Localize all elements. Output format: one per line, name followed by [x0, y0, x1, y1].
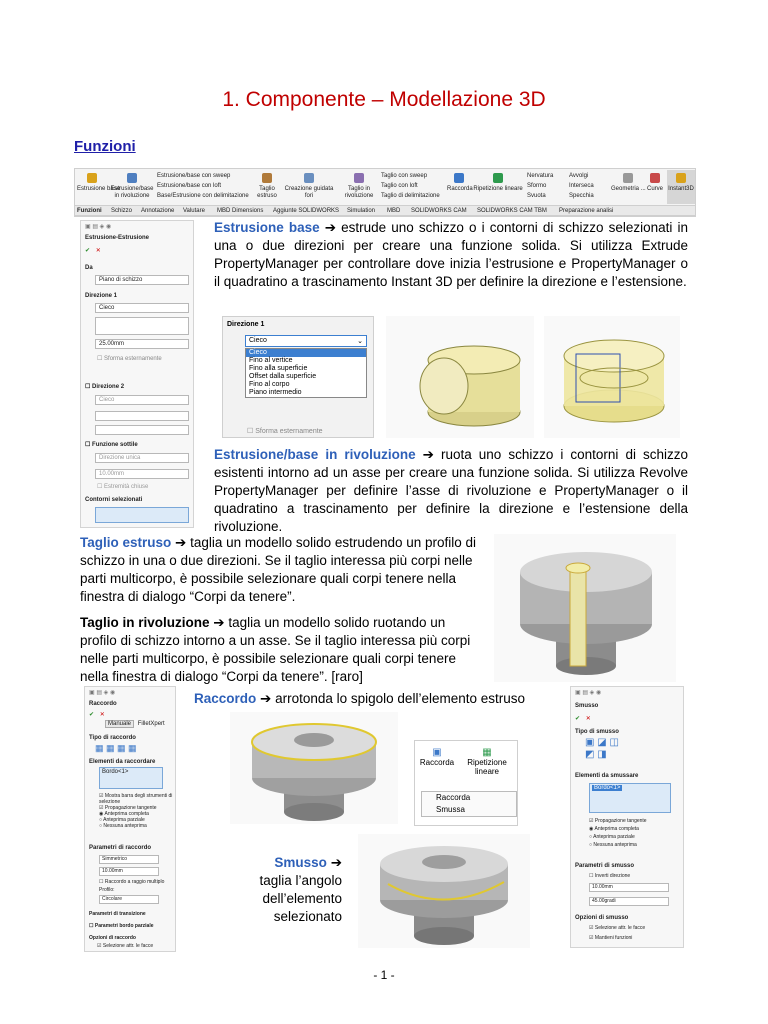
option-mid-plane[interactable]: Piano intermedio	[249, 389, 302, 396]
partial-edge-params[interactable]: ☐ Parametri bordo parziale	[89, 923, 154, 929]
chamfer-type-icons[interactable]: ▣ ◪ ◫ ◩ ◨	[585, 737, 619, 760]
profile-label: Profilo:	[99, 887, 115, 893]
direction1-select[interactable]: Cieco	[95, 303, 189, 313]
menu-item-raccorda[interactable]: Raccorda	[436, 793, 471, 802]
chamfer-angle-input[interactable]: 45.00gradi	[589, 897, 669, 906]
direction-dropdown-panel	[222, 316, 374, 438]
pm-toolbar-icons: ▣ ▤ ◈ ◉	[85, 224, 112, 230]
swept-cut-button[interactable]: Taglio con sweep	[381, 173, 428, 179]
from-select[interactable]: Piano di schizzo	[95, 275, 189, 285]
revolve-icon	[127, 173, 137, 183]
direction2-depth[interactable]	[95, 411, 189, 421]
multi-radius-checkbox[interactable]: ☐ Raccordo a raggio multiplo	[99, 879, 165, 885]
extruded-cut-description: Taglio estruso ➔ taglia un modello solido estrudendo un profilo di schizzo in una o due direzioni. Se il taglio interessa più corpi nelle parti multicorpo, è possibile selezionare quali corpi tenere nella finestra di dialogo “Corpi da tenere”.	[80, 535, 477, 604]
thin-direction-select[interactable]: Direzione unica	[95, 453, 189, 463]
chamfer-params-label: Parametri di smusso	[575, 863, 635, 869]
fillet-params-label: Parametri di raccordo	[89, 845, 152, 851]
pm-toolbar-icons: ▣ ▤ ◈ ◉	[575, 690, 602, 696]
ok-icon[interactable]: ✔	[85, 248, 91, 254]
chamfer-title: Smusso	[575, 703, 599, 709]
extrude-stepped-image	[544, 316, 680, 438]
extrude-property-manager	[80, 220, 194, 528]
tab-mbd-dimensions[interactable]: MBD Dimensions	[217, 208, 264, 214]
ribbon-tabs	[74, 205, 696, 216]
direction2-label[interactable]: ☐ Direzione 2	[85, 384, 125, 390]
dropdown-draft-checkbox[interactable]: ☐ Sforma esternamente	[247, 428, 323, 435]
fillet-method-select[interactable]: Simmetrico	[99, 855, 159, 864]
fillet-icon: ▣	[432, 747, 442, 758]
option-up-to-body[interactable]: Fino al corpo	[249, 381, 290, 388]
tab-manual[interactable]: Manuale	[105, 720, 134, 728]
intersect-button[interactable]: Interseca	[569, 183, 594, 189]
tab-simulation[interactable]: Simulation	[347, 208, 376, 214]
tangent-propagation-checkbox[interactable]: ☑ Propagazione tangente	[99, 805, 157, 811]
contours-selection-box[interactable]	[95, 507, 189, 523]
chamfer-tangent-checkbox[interactable]: ☑ Propagazione tangente	[589, 818, 647, 824]
chamfer-distance-input[interactable]: 10.00mm	[589, 883, 669, 892]
extrude-cylinder-image	[386, 316, 534, 438]
reference-geometry-button[interactable]: Geometria ...	[611, 173, 645, 193]
instant3d-button[interactable]: Instant3D	[667, 170, 695, 204]
revolve-term: Estrusione/base in rivoluzione	[214, 447, 416, 462]
mirror-button[interactable]: Specchia	[569, 193, 594, 199]
curves-icon	[650, 173, 660, 183]
page-number: - 1 -	[373, 968, 395, 982]
chamfer-items-box[interactable]: Bordo<1>	[589, 783, 671, 813]
transition-params[interactable]: Parametri di transizione	[89, 911, 146, 917]
fillet-title: Raccordo	[89, 701, 117, 707]
chamfer-select-faces-checkbox[interactable]: ☑ Selezione attr. le facce	[589, 925, 646, 931]
chamfer-no-preview-radio[interactable]: ○ Nessuna anteprima	[589, 842, 637, 848]
pattern-icon: ▦	[482, 747, 492, 758]
fillet-items-label: Elementi da raccordare	[89, 759, 156, 765]
raccorda-button[interactable]: ▣ Raccorda	[419, 747, 455, 767]
instant3d-icon	[676, 173, 686, 183]
pattern-icon	[493, 173, 503, 183]
wrap-button[interactable]: Avvolgi	[569, 173, 589, 179]
extrude-base-button[interactable]: Estrusione base	[77, 173, 107, 193]
chamfer-property-manager	[570, 686, 684, 948]
geometry-icon	[623, 173, 633, 183]
direction-options-list	[245, 348, 367, 398]
ok-icon[interactable]: ✔	[89, 712, 95, 718]
option-up-to-surface[interactable]: Fino alla superficie	[249, 365, 308, 372]
show-toolbar-checkbox[interactable]: ☑ Mostra barra degli strumenti di selezione	[99, 793, 173, 805]
tab-filletxpert[interactable]: FilletXpert	[137, 721, 165, 727]
arrow-icon: ➔	[209, 615, 225, 630]
page-title: 1. Componente – Modellazione 3D	[222, 88, 546, 111]
linear-pattern-button[interactable]: Ripetizione lineare	[473, 173, 523, 193]
menu-item-smussa[interactable]: Smussa	[436, 805, 465, 814]
revolve-description: Estrusione/base in rivoluzione ➔ ruota uno schizzo i contorni di schizzo esistenti intorno ad un asse per creare una funzione solida. Si utilizza Revolve PropertyManager per definire l’asse di rivoluzione e PropertyManager o il quadratino a trascinamento per definire la direzione e l’estensione della rivoluzione.	[214, 447, 689, 534]
arrow-icon: ➔	[319, 220, 337, 235]
chamfer-options-label: Opzioni di smusso	[575, 915, 629, 921]
tab-schizzo[interactable]: Schizzo	[111, 208, 133, 214]
revolved-cut-button[interactable]: Taglio in rivoluzione	[341, 173, 377, 200]
chamfer-items-label: Elementi da smussare	[575, 773, 639, 779]
fillet-type-icons[interactable]: ▦ ▦ ▦ ▦	[95, 743, 137, 753]
cancel-icon[interactable]: ✕	[95, 248, 101, 254]
sweep-button[interactable]: Estrusione/base con sweep	[157, 173, 231, 179]
option-offset[interactable]: Offset dalla superficie	[249, 373, 317, 380]
cut-icon	[262, 173, 272, 183]
fillet-menu-panel	[414, 740, 518, 826]
arrow-icon: ➔	[256, 691, 272, 706]
extrude-term: Estrusione base	[214, 220, 320, 235]
fillet-property-manager	[84, 686, 176, 952]
tab-annotazione[interactable]: Annotazione	[141, 208, 175, 214]
fillet-type-label: Tipo di raccordo	[89, 735, 136, 741]
draft-button[interactable]: Sformo	[527, 183, 547, 189]
from-label: Da	[85, 265, 93, 271]
profile-select[interactable]: Circolare	[99, 895, 159, 904]
chamfer-part-image	[358, 834, 530, 948]
shell-button[interactable]: Svuota	[527, 193, 546, 199]
tab-cam-tbm[interactable]: SOLIDWORKS CAM TBM	[477, 208, 547, 214]
hole-icon	[304, 173, 314, 183]
full-preview-radio[interactable]: ◉ Anteprima completa	[99, 811, 149, 817]
tab-mbd[interactable]: MBD	[387, 208, 401, 214]
option-up-to-vertex[interactable]: Fino al vertice	[249, 357, 293, 364]
loft-button[interactable]: Estrusione/base con loft	[157, 183, 222, 189]
arrow-icon: ➔	[326, 855, 342, 870]
contours-label: Contorni selezionati	[85, 497, 143, 503]
direction2-extra[interactable]	[95, 425, 189, 435]
extruded-cut-button[interactable]: Taglio estruso	[255, 173, 279, 200]
section-heading: Funzioni	[74, 138, 136, 155]
direction-select[interactable]: Cieco ⌄	[245, 335, 367, 347]
fillet-term: Raccordo	[194, 691, 257, 706]
select-faces-checkbox[interactable]: ☑ Selezione attr. le facce	[97, 943, 154, 949]
keep-features-checkbox[interactable]: ☑ Mantieni funzioni	[589, 935, 633, 941]
lofted-cut-button[interactable]: Taglio con loft	[381, 183, 418, 189]
curves-button[interactable]: Curve	[645, 173, 665, 193]
revolved-cut-term: Taglio in rivoluzione	[80, 615, 210, 630]
flip-direction-checkbox[interactable]: ☐ Inverti direzione	[589, 873, 631, 879]
fillet-button[interactable]: Raccorda	[447, 173, 471, 193]
dropdown-label: Direzione 1	[227, 321, 265, 328]
tab-analisi[interactable]: Preparazione analisi	[559, 208, 614, 214]
boundary-cut-button[interactable]: Taglio di delimitazione	[381, 193, 440, 199]
hole-wizard-button[interactable]: Creazione guidata fori	[281, 173, 337, 200]
thin-depth-input[interactable]: 10.00mm	[95, 469, 189, 479]
depth-input[interactable]: 25.00mm	[95, 339, 189, 349]
cut-part-image	[494, 534, 676, 682]
tab-aggiunte[interactable]: Aggiunte SOLIDWORKS	[273, 208, 340, 214]
revolve-base-button[interactable]: Estrusione/base in rivoluzione	[109, 173, 155, 200]
cancel-icon[interactable]: ✕	[585, 716, 591, 722]
extrude-icon	[87, 173, 97, 183]
extruded-cut-term: Taglio estruso	[80, 535, 172, 550]
arrow-icon: ➔	[171, 535, 187, 550]
boundary-button[interactable]: Base/Estrusione con delimitazione	[157, 193, 249, 199]
no-preview-radio[interactable]: ○ Nessuna anteprima	[99, 823, 147, 829]
chamfer-type-label: Tipo di smusso	[575, 729, 619, 735]
direction2-select[interactable]: Cieco	[95, 395, 189, 405]
chamfer-description: Smusso ➔ taglia l’angolo dell’elemento selezionato	[259, 855, 342, 924]
tab-valutare[interactable]: Valutare	[183, 208, 205, 214]
partial-preview-radio[interactable]: ○ Anteprima parziale	[99, 817, 145, 823]
fillet-options[interactable]: Opzioni di raccordo	[89, 935, 136, 941]
fillet-part-image	[230, 712, 398, 824]
fillet-icon	[454, 173, 464, 183]
fillet-radius-input[interactable]: 10.00mm	[99, 867, 159, 876]
tab-cam[interactable]: SOLIDWORKS CAM	[411, 208, 467, 214]
linear-pattern-button[interactable]: ▦ Ripetizione lineare	[467, 747, 507, 776]
revolve-cut-icon	[354, 173, 364, 183]
option-blind[interactable]: Cieco	[246, 349, 366, 357]
caps-checkbox[interactable]: ☐ Estremità chiuse	[97, 484, 149, 490]
tab-funzioni[interactable]: Funzioni	[77, 208, 102, 214]
chamfer-partial-preview-radio[interactable]: ○ Anteprima parziale	[589, 834, 635, 840]
direction-selection-box[interactable]	[95, 317, 189, 335]
chamfer-term: Smusso	[274, 855, 327, 870]
thin-feature-label[interactable]: ☐ Funzione sottile	[85, 442, 138, 448]
fillet-description: Raccordo ➔ arrotonda lo spigolo dell’elemento estruso	[194, 691, 525, 706]
revolved-cut-description: Taglio in rivoluzione ➔ taglia un modello solido ruotando un profilo di schizzo intorno a un asse. Se il taglio interessa più corpi nelle parti multicorpo, è possibile selezionare quali corpi tenere nella finestra di dialogo “Corpi da tenere”. [raro]	[80, 615, 471, 684]
pm-toolbar-icons: ▣ ▤ ◈ ◉	[89, 690, 116, 696]
draft-outward-checkbox[interactable]: ☐ Sforma esternamente	[97, 356, 162, 362]
rib-button[interactable]: Nervatura	[527, 173, 554, 179]
cancel-icon[interactable]: ✕	[99, 712, 105, 718]
arrow-icon: ➔	[415, 447, 434, 462]
chevron-down-icon: ⌄	[357, 338, 363, 345]
direction1-label: Direzione 1	[85, 293, 118, 299]
ok-icon[interactable]: ✔	[575, 716, 581, 722]
chamfer-full-preview-radio[interactable]: ◉ Anteprima completa	[589, 826, 639, 832]
fillet-items-box[interactable]: Bordo<1>	[99, 767, 163, 789]
pm-title: Estrusione-Estrusione	[85, 235, 150, 241]
fillet-dropdown-menu	[421, 791, 517, 817]
extrude-description: Estrusione base ➔ estrude uno schizzo o i contorni di schizzo selezionati in una o due direzioni per creare una funzione solida. Si utilizza Extrude PropertyManager per controllare dove inizia l’estrusione e PropertyManager o il quadratino a trascinamento Instant 3D per definire la direzione e l’estensione.	[214, 220, 688, 289]
